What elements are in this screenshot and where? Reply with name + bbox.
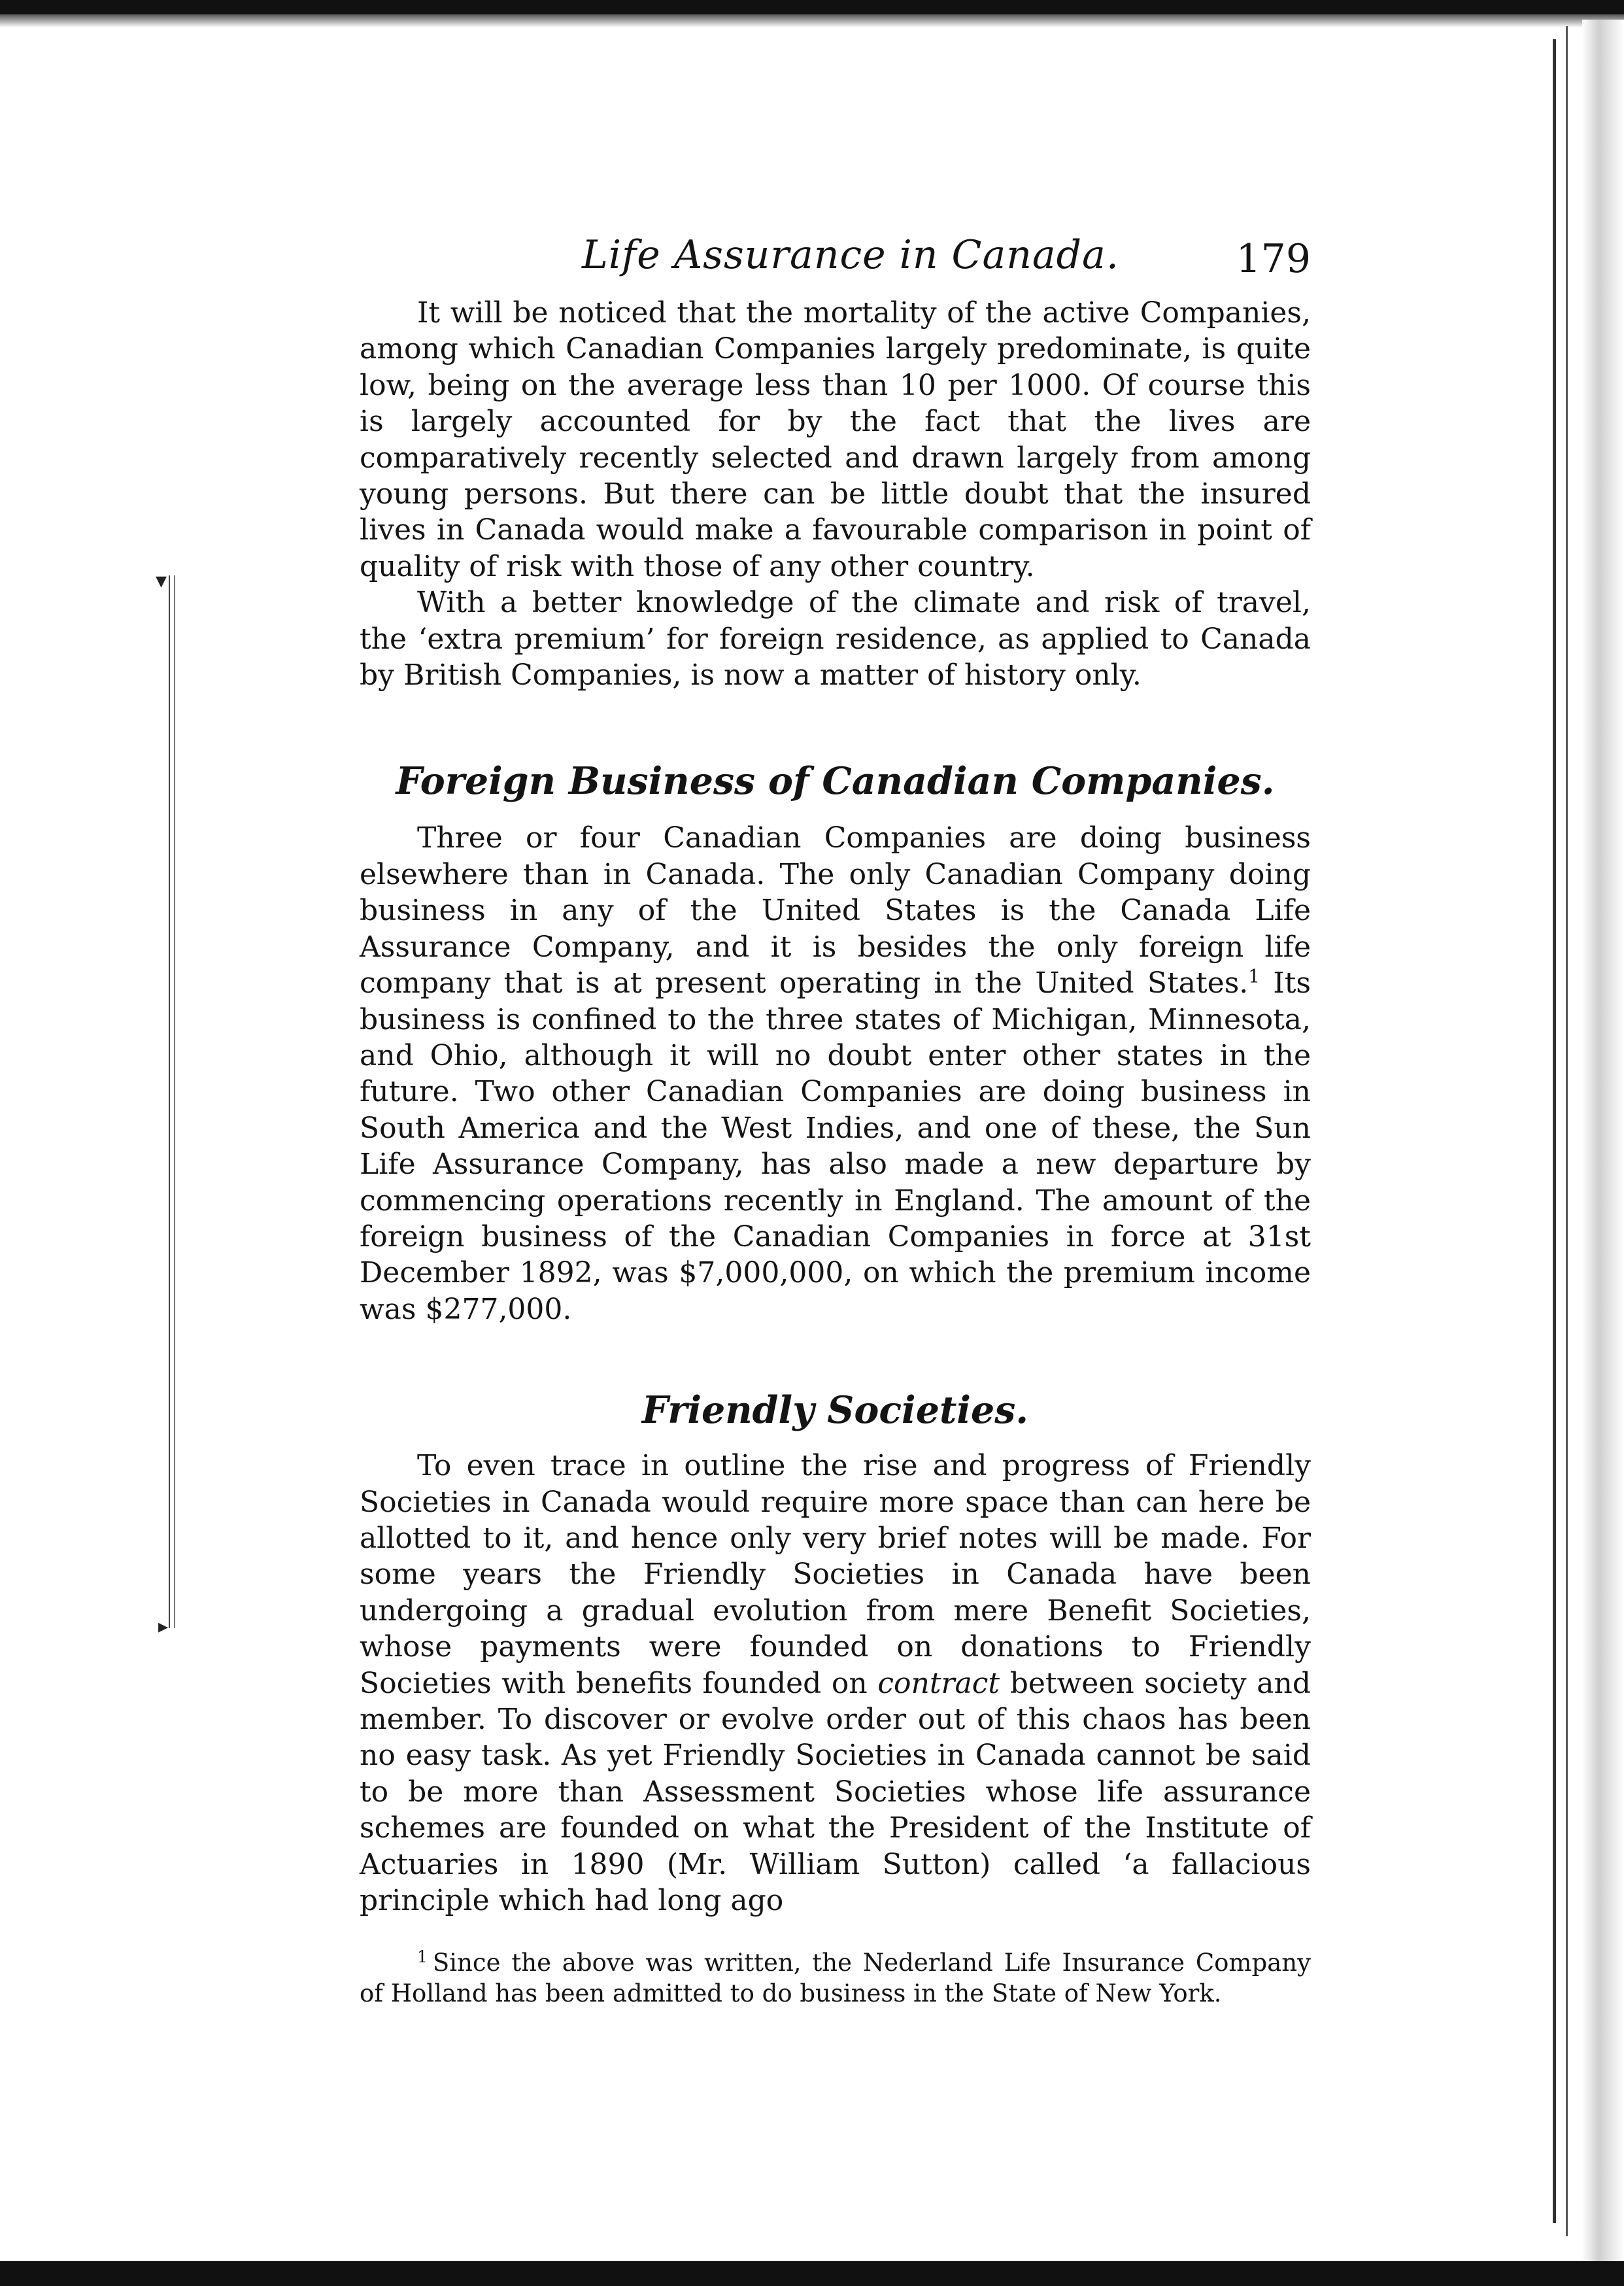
page-edge-line [1566,26,1568,2236]
section-heading-foreign-business: Foreign Business of Canadian Companies. [396,759,1275,804]
margin-binding-line [169,575,175,1628]
page-number: 179 [1236,236,1311,282]
page-edge-shadow [1582,20,1624,2261]
foreign-text-part-1: Three or four Canadian Companies are doing business elsewhere than in Canada. The only Canadian Company doing business in any of the United States is the Canada Life Assurance Company, and it is besides the only foreign life company that is at present operating in the United States. [360,821,1311,1000]
running-header [360,232,1311,284]
margin-mark-icon: ▾ [156,568,167,594]
page-edge-line [1553,39,1556,2223]
section-heading-friendly-societies: Friendly Societies. [641,1388,1029,1433]
footnote-reference: 1 [1248,965,1260,987]
footnote [360,1947,1311,2009]
paragraph-mortality: It will be noticed that the mortality of the active Companies, among which Canadian Companies largely predominate, is quite low, being on the average less than 10 per 1000. Of course this is largely accounted for by the fact that the lives are comparatively recently selected and drawn largely from among young persons. But there can be little doubt that the insured lives in Canada would make a favourable comparison in point of quality of risk with those of any other country. [360,296,1311,583]
paragraph-foreign-business [360,820,1311,1327]
scan-bottom-border [0,2261,1624,2286]
footnote-mark: 1 [417,1947,428,1967]
paragraph-friendly-societies [360,1448,1311,1919]
scan-top-border [0,0,1624,14]
book-page [360,232,1311,2009]
friendly-text-part-1: To even trace in outline the rise and progress of Friendly Societies in Canada would require more space than can here be allotted to it, and hence only very brief notes will be made. For some years the Friendly Societies in Canada have been undergoing a gradual evolution from mere Benefit Societies, whose payments were founded on donations to Friendly Societies with benefits founded on [360,1449,1311,1700]
friendly-text-part-2: between society and member. To discover or evolve order out of this chaos has been no easy task. As yet Friendly Societies in Canada cannot be said to be more than Assessment Societies whose life assurance schemes are founded on what the President of the Institute of Actuaries in 1890 (Mr. William Sutton) called ‘a fallacious principle which had long ago [360,1666,1311,1918]
foreign-text-part-2: Its business is confined to the three states of Michigan, Minnesota, and Ohio, although it will no doubt enter other states in the future. Two other Canadian Companies are doing business in South America and the West Indies, and one of these, the Sun Life Assurance Company, has also made a new departure by commencing operations recently in England. The amount of the foreign business of the Canadian Companies in force at 31st December 1892, was $7,000,000, on which the premium income was $277,000. [360,966,1311,1326]
italic-contract: contract [877,1666,1000,1700]
scan-top-shadow [0,14,1624,27]
margin-mark-icon: ▸ [158,1615,169,1638]
running-title: Life Assurance in Canada. [582,232,1119,278]
paragraph-extra-premium: With a better knowledge of the climate and risk of travel, the ‘extra premium’ for foreign residence, as applied to Canada by British Companies, is now a matter of history only. [360,586,1311,692]
footnote-text: Since the above was written, the Nederland Life Insurance Company of Holland has been admitted to do business in the State of New York. [360,1949,1311,2008]
